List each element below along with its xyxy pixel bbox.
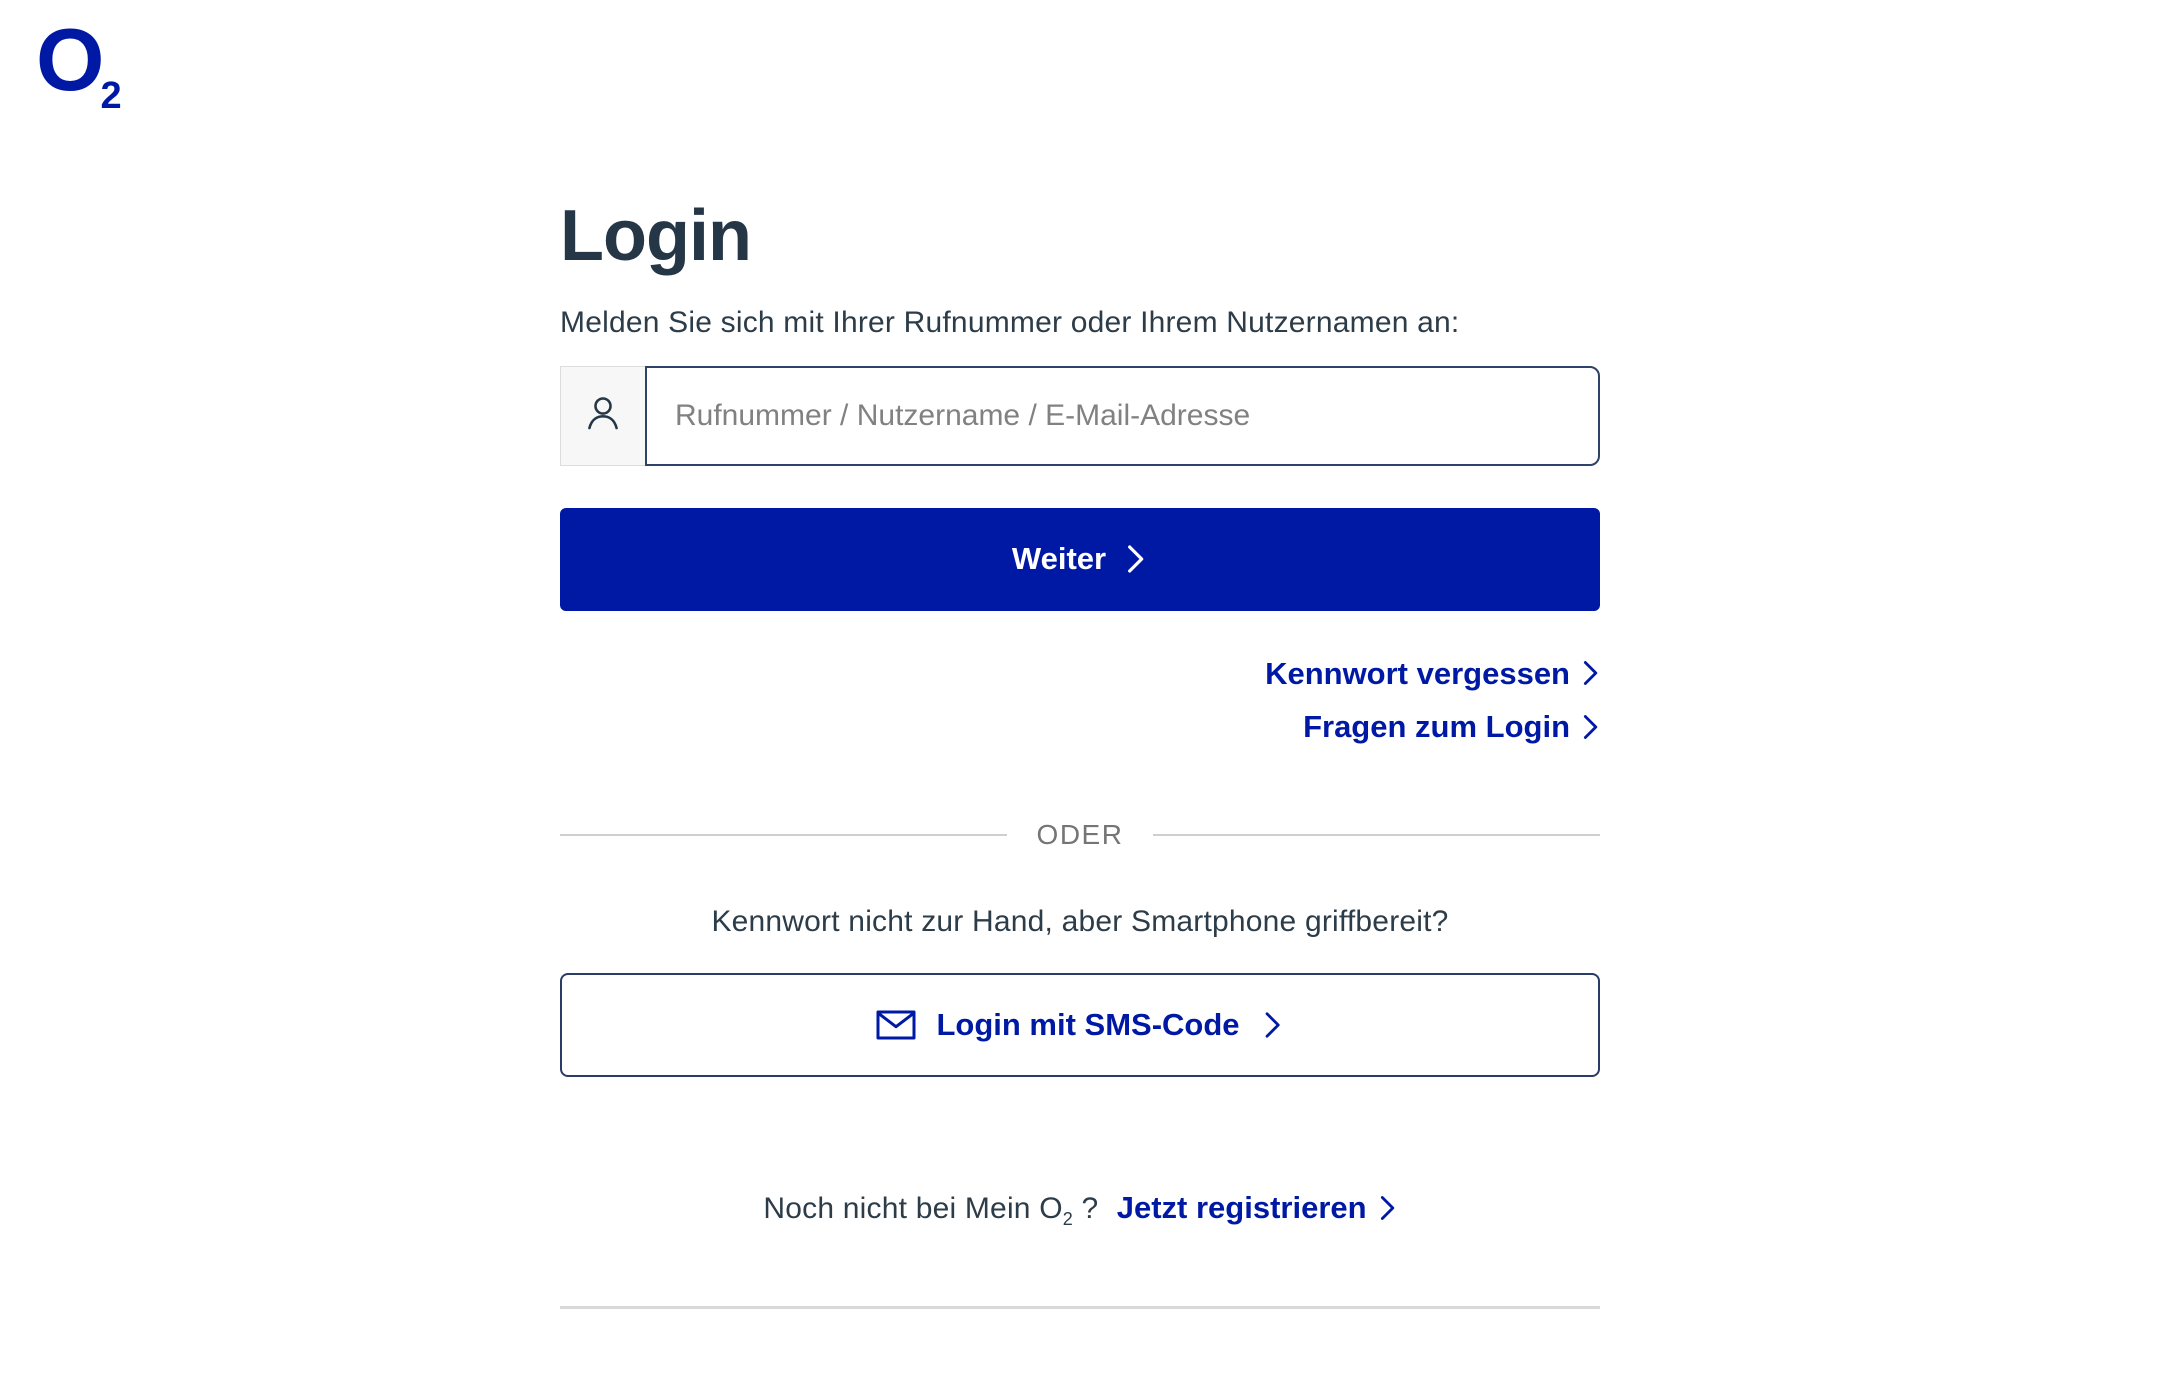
user-icon xyxy=(581,391,625,440)
login-panel xyxy=(560,0,1600,1309)
sms-login-label: Login mit SMS-Code xyxy=(936,1007,1240,1043)
username-input[interactable] xyxy=(645,366,1600,466)
login-subtitle: Melden Sie sich mit Ihrer Rufnummer oder Ihrem Nutzernamen an: xyxy=(560,305,1460,339)
bottom-divider xyxy=(560,1306,1600,1309)
chevron-right-icon xyxy=(1122,543,1148,575)
register-o2-sub: 2 xyxy=(1062,1209,1073,1230)
chevron-right-icon xyxy=(1580,659,1600,687)
register-text: Noch nicht bei Mein $O_2$ ? xyxy=(763,1192,1099,1230)
register-link-label: Jetzt registrieren xyxy=(1116,1190,1367,1226)
divider-line-left xyxy=(560,834,1007,836)
login-questions-link[interactable] xyxy=(1303,708,1600,745)
o2-logo[interactable] xyxy=(36,10,122,117)
page-title: Login xyxy=(560,196,751,276)
chevron-right-icon xyxy=(1260,1010,1284,1040)
sms-login-button[interactable] xyxy=(560,973,1600,1077)
sms-question: Kennwort nicht zur Hand, aber Smartphone griffbereit? xyxy=(711,905,1449,939)
chevron-right-icon xyxy=(1580,713,1600,741)
envelope-icon xyxy=(876,1010,916,1040)
username-input-row xyxy=(560,366,1600,466)
weiter-button[interactable] xyxy=(560,508,1600,611)
user-icon-box xyxy=(560,366,645,466)
forgot-password-label: Kennwort vergessen xyxy=(1265,655,1570,691)
divider-label: ODER xyxy=(1036,819,1124,851)
o2-logo-main: O xyxy=(36,10,103,109)
register-line xyxy=(560,1189,1600,1230)
forgot-password-link[interactable] xyxy=(1265,655,1600,692)
register-link[interactable] xyxy=(1117,1189,1397,1226)
helper-links xyxy=(560,655,1600,745)
o2-logo-sub: 2 xyxy=(100,75,122,117)
login-questions-label: Fragen zum Login xyxy=(1303,708,1570,744)
chevron-right-icon xyxy=(1377,1194,1397,1222)
oder-divider xyxy=(560,815,1600,855)
weiter-button-label: Weiter xyxy=(1011,541,1107,577)
divider-line-right xyxy=(1153,834,1600,836)
